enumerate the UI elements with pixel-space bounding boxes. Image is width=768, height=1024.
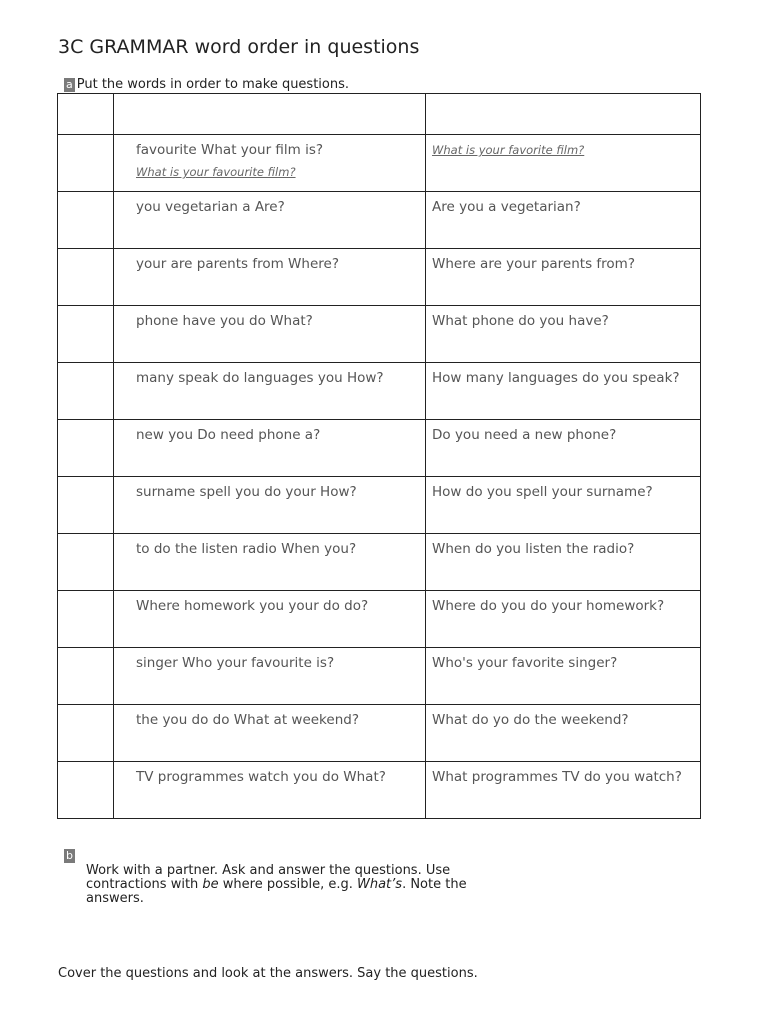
answer-text: Who's your favorite singer?: [432, 655, 618, 671]
example-row: [58, 135, 701, 192]
table-row: [58, 192, 701, 249]
jumbled-question-text: the you do do What at weekend?: [136, 712, 359, 728]
row-number-cell: [58, 135, 114, 192]
row-number-cell: [58, 249, 114, 306]
section-a-text: Put the words in order to make questions.: [76, 77, 350, 92]
example-jumbled-cell: [114, 135, 426, 192]
jumbled-question-text: surname spell you do your How?: [136, 484, 357, 500]
answer-cell: [426, 477, 701, 534]
jumbled-question-text: TV programmes watch you do What?: [136, 769, 386, 785]
table-row: [58, 420, 701, 477]
example-answer-text: What is your favorite film?: [432, 143, 585, 157]
answer-cell: [426, 420, 701, 477]
example-jumbled-text: favourite What your film is?: [136, 142, 324, 158]
answer-text: Are you a vegetarian?: [432, 199, 581, 215]
jumbled-question-cell: [114, 534, 426, 591]
row-number-cell: [58, 534, 114, 591]
answer-text: What do yo do the weekend?: [432, 712, 629, 728]
table-row: [58, 249, 701, 306]
section-a-badge: a: [66, 77, 73, 91]
row-number-cell: [58, 705, 114, 762]
jumbled-question-cell: [114, 306, 426, 363]
row-number-cell: [58, 306, 114, 363]
answer-cell: [426, 705, 701, 762]
answer-text: How many languages do you speak?: [432, 370, 680, 386]
jumbled-question-cell: [114, 705, 426, 762]
jumbled-question-text: you vegetarian a Are?: [136, 199, 285, 215]
jumbled-question-text: Where homework you your do do?: [136, 598, 369, 614]
row-number-cell: [58, 477, 114, 534]
row-number-cell: [58, 192, 114, 249]
section-b-text-3: . Note the answers.: [86, 877, 467, 906]
footer-instruction: Cover the questions and look at the answers. Say the questions.: [58, 966, 478, 981]
table-row: [58, 762, 701, 819]
row-number-cell: [58, 591, 114, 648]
example-answer-cell: [426, 135, 701, 192]
row-number-cell: [58, 648, 114, 705]
table-header-row: [58, 94, 701, 135]
example-jumbled-answer: What is your favourite film?: [136, 165, 296, 179]
jumbled-question-text: to do the listen radio When you?: [136, 541, 357, 557]
section-b-text-whats: What’s: [357, 877, 403, 892]
section-b-text-2: where possible, e.g.: [218, 877, 357, 892]
row-number-cell: [58, 762, 114, 819]
table-row: [58, 705, 701, 762]
jumbled-question-text: many speak do languages you How?: [136, 370, 384, 386]
section-b-instruction: [86, 864, 506, 906]
section-a-instruction: [64, 77, 349, 92]
answer-text: What phone do you have?: [432, 313, 609, 329]
jumbled-question-cell: [114, 363, 426, 420]
table-row: [58, 306, 701, 363]
answer-text: How do you spell your surname?: [432, 484, 653, 500]
section-b-text-be: be: [202, 877, 219, 892]
answer-text: Where are your parents from?: [432, 256, 635, 272]
jumbled-question-cell: [114, 648, 426, 705]
jumbled-question-cell: [114, 477, 426, 534]
header-cell-number: [58, 94, 114, 135]
row-number-cell: [58, 363, 114, 420]
answer-cell: [426, 591, 701, 648]
jumbled-question-cell: [114, 591, 426, 648]
section-b-text-1: Work with a partner. Ask and answer the questions. Use contractions with: [86, 863, 451, 892]
header-cell-jumbled: [114, 94, 426, 135]
jumbled-question-cell: [114, 762, 426, 819]
table-row: [58, 534, 701, 591]
row-number-cell: [58, 420, 114, 477]
answer-cell: [426, 306, 701, 363]
jumbled-question-text: singer Who your favourite is?: [136, 655, 335, 671]
header-cell-answer: [426, 94, 701, 135]
questions-table: [57, 93, 701, 819]
answer-cell: [426, 534, 701, 591]
answer-cell: [426, 363, 701, 420]
jumbled-question-text: new you Do need phone a?: [136, 427, 321, 443]
jumbled-question-text: your are parents from Where?: [136, 256, 339, 272]
jumbled-question-cell: [114, 420, 426, 477]
table-row: [58, 648, 701, 705]
section-b-badge: b: [66, 849, 73, 862]
jumbled-question-cell: [114, 192, 426, 249]
answer-cell: [426, 648, 701, 705]
answer-cell: [426, 762, 701, 819]
answer-text: When do you listen the radio?: [432, 541, 635, 557]
table-row: [58, 591, 701, 648]
page-title: 3C GRAMMAR word order in questions: [58, 36, 420, 58]
jumbled-question-text: phone have you do What?: [136, 313, 313, 329]
table-row: [58, 363, 701, 420]
answer-cell: [426, 192, 701, 249]
answer-cell: [426, 249, 701, 306]
jumbled-question-cell: [114, 249, 426, 306]
answer-text: Where do you do your homework?: [432, 598, 665, 614]
answer-text: What programmes TV do you watch?: [432, 769, 682, 785]
answer-text: Do you need a new phone?: [432, 427, 617, 443]
table-row: [58, 477, 701, 534]
